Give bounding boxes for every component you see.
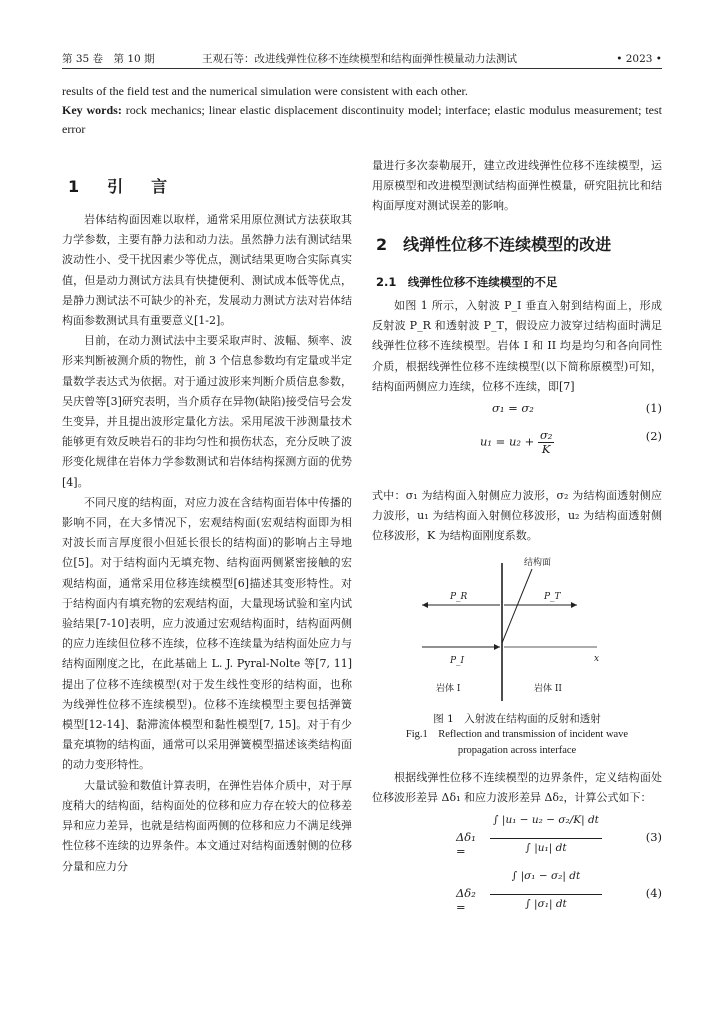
variable-definitions [372,486,662,547]
eq3-numerator: ∫ |u₁ − u₂ − σ₂/K| dt [490,814,602,839]
boundary-conditions [372,768,662,924]
figure-1-diagram [372,551,662,711]
equation-2 [372,425,662,455]
eq2-numerator: σ₂ [539,428,553,443]
eq2-denominator: K [541,442,551,457]
caption-en-1: Fig.1 Reflection and transmission of incident wave [405,729,629,740]
equation-3 [372,812,662,868]
equation-number: (4) [645,886,662,901]
intro-continuation [372,156,662,217]
equation-4 [372,868,662,924]
incident-arrowhead [494,644,500,650]
keywords-label: Key words: [62,103,122,117]
paragraph: 根据线弹性位移不连续模型的边界条件，定义结构面处位移波形差异 Δδ₁ 和应力波形差异 Δδ₂，计算公式如下： [372,771,662,805]
equation-number: (1) [645,401,662,416]
volume-issue: 第 35 卷 第 10 期 [62,53,155,65]
label-rock-2: 岩体 II [534,684,562,694]
label-pt: P_T [544,592,561,602]
section-1-body [62,210,352,877]
section-1-title: 1 引 言 [68,177,174,196]
equation-number: (2) [645,429,662,444]
eq2-left: u₁ = u₂ + [480,434,535,449]
paragraph: 如图 1 所示，入射波 P_I 垂直入射到结构面上，形成反射波 P_R 和透射波 P_T，假设应力波穿过结构面时满足线弹性位移不连续模型。岩体 I 和 II 均是均匀和各向同性介质，根据线弹性位移不连续模型(以下简称原模型)可知，结构面两侧应力连续，位移不连续，即[7] [372,299,662,393]
eq2-fraction [538,429,554,456]
figure-1 [372,551,662,716]
paragraph: 式中：σ₁ 为结构面入射侧应力波形，σ₂ 为结构面透射侧应力波形，u₁ 为结构面入射侧位移波形，u₂ 为结构面透射侧位移波形，K 为结构面刚度系数。 [372,489,662,543]
abstract-last-line: results of the field test and the numerical simulation were consistent with each other. [62,84,468,98]
eq3-lhs: Δδ₁ = [456,830,476,859]
keywords [62,101,662,139]
equation-1 [372,397,662,425]
eq4-denominator: ∫ |σ₁| dt [525,898,567,911]
label-pi: P_I [450,656,465,666]
eq4-lhs: Δδ₂ = [456,886,476,915]
eq4-numerator: ∫ |σ₁ − σ₂| dt [490,870,602,895]
equation-body: σ₁ = σ₂ [492,401,534,416]
equation-number: (3) [645,830,662,845]
interface-pointer-line [502,569,532,643]
label-rock-1: 岩体 I [436,684,461,694]
year: • 2023 • [616,53,662,65]
paragraph: 不同尺度的结构面，对应力波在含结构面岩体中传播的影响不同，在大多情况下，宏观结构面(宏观结构面即为相对波长而言厚度很小但延长很长的结构面)的影响占主导地位[5]。对于结构面内无填充物、结构面两侧紧密接触的宏观结构面，通常采用位移连续模型[6]描述其变形特性。对于结构面内有填充物的宏观结构面，大量现场试验和室内试验结果[7-10]表明，应力波通过宏观结构面时，结构面两侧的应力连续但位移不连续，位移不连续量为结构面处应力与结构面刚度之比，在此基础上 L. J. Pyral-Nolte 等[7, 11]提出了位移不连续模型(对于发生线性变形的结构面，也称为线弹性位移不连续模型)。位移不连续模型主要包括弹簧模型[12-14]、黏滞流体模型和黏性模型[7, 15]。对于有少量充填物的结构面，通常可以采用弹簧模型描述该类结构面的动力变形特性。 [62,495,352,772]
running-header [62,50,662,69]
caption-en-2: propagation across interface [457,745,577,756]
abstract-tail [62,82,662,139]
paragraph: 量进行多次泰勒展开，建立改进线弹性位移不连续模型，运用原模型和改进模型测试结构面弹性模量，研究阻抗比和结构面厚度对测试误差的影响。 [372,159,662,213]
label-x: x [594,654,600,664]
label-pr: P_R [450,592,468,602]
paragraph: 目前，在动力测试法中主要采取声时、波幅、频率、波形来判断被测介质的物性，前 3 个信息参数均有定量或半定量数学表达式为依据。对于通过波形来判断介质信息参数，吴庆曾等[3]研究表明，当介质存在异物(缺陷)接受信号会发生变异，并且提出波形定量化方法。采用尾波干涉测量技术能够更有效反映岩石的非均匀性和损伤状态，充分反映了波形变化规律在岩体力学参数测试和岩体结构探测方面的优势[4]。 [62,334,352,489]
running-title: 王观石等：改进线弹性位移不连续模型和结构面弹性模量动力法测试 [202,53,517,65]
transmitted-arrowhead [571,602,577,608]
equation-body [480,429,554,456]
eq3-denominator: ∫ |u₁| dt [525,842,567,855]
paragraph: 岩体结构面因难以取样，通常采用原位测试方法获取其力学参数，主要有静力法和动力法。虽然静力法有测试结果波动性小、受干扰因素少等优点，测试结果更吻合实际真实值，但是动力测试方法具有快捷便利、测试成本低等优点，是静力测试法不可缺少的补充，发展动力测试方法对岩体结构面参数测试具有重要意义[1-2]。 [62,213,352,328]
paragraph: 大量试验和数值计算表明，在弹性岩体介质中，对于厚度稍大的结构面，结构面处的位移和应力存在较大的位移差异和应力差异，也就是结构面两侧的位移和应力不满足线弹性位移不连续的边界条件。本文通过对结构面透射侧的位移分量和应力分 [62,778,352,873]
label-interface: 结构面 [524,558,552,568]
subsection-2-1-body [372,296,662,455]
subsection-2-1-title: 2.1 线弹性位移不连续模型的不足 [376,275,558,289]
section-2-title: 2 线弹性位移不连续模型的改进 [376,235,612,254]
reflected-arrowhead [422,602,428,608]
caption-cn: 图 1 入射波在结构面的反射和透射 [433,713,601,725]
keywords-text: rock mechanics; linear elastic displacement discontinuity model; interface; elastic modulus measurement; test error [62,103,662,136]
figure-1-caption [372,711,662,759]
